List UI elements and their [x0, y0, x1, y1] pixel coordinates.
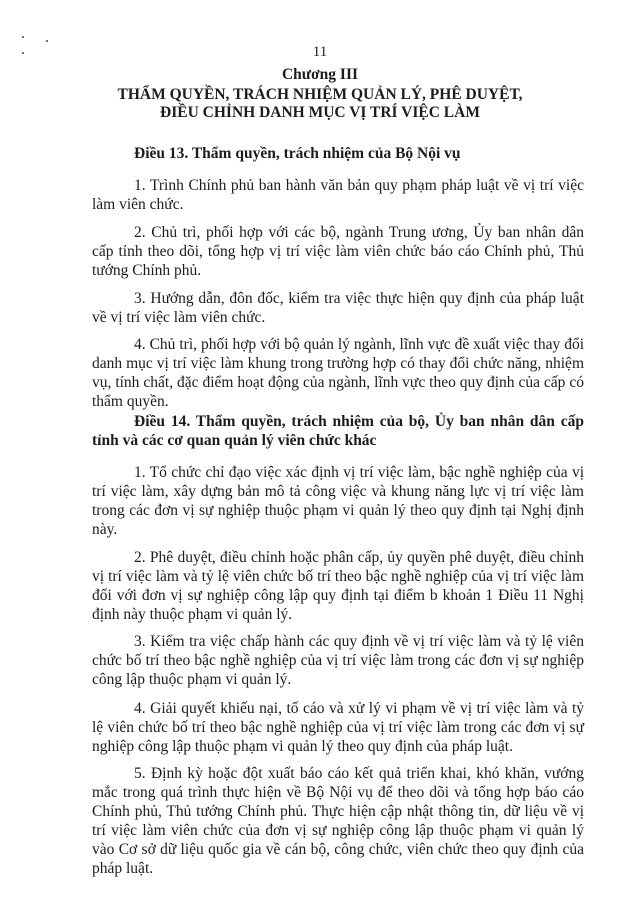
article-14-item-3: 3. Kiểm tra việc chấp hành các quy định về vị trí việc làm và tỷ lệ viên chức bố trí theo bậc nghề nghiệp của vị trí việc làm trong các đơn vị sự nghiệp công lập thuộc phạm vi quản lý. [92, 633, 584, 688]
chapter-title-line-2: ĐIỀU CHỈNH DANH MỤC VỊ TRÍ VIỆC LÀM [160, 104, 480, 121]
article-13-item-4: 4. Chủ trì, phối hợp với bộ quản lý ngành, lĩnh vực đề xuất việc thay đổi danh mục vị trí việc làm khung trong trường hợp có thay đổi chức năng, nhiệm vụ, tính chất, đặc điểm hoạt động của ngành, lĩnh vực theo quy định của cấp có thẩm quyền. [92, 336, 584, 410]
article-14-heading: Điều 14. Thẩm quyền, trách nhiệm của bộ, Ủy ban nhân dân cấp tỉnh và các cơ quan quản lý viên chức khác [92, 413, 584, 449]
article-13-item-3: 3. Hướng dẫn, đôn đốc, kiểm tra việc thực hiện quy định của pháp luật về vị trí việc làm viên chức. [92, 290, 584, 326]
page-number: 11 [312, 44, 328, 60]
article-13-heading: Điều 13. Thẩm quyền, trách nhiệm của Bộ Nội vụ [134, 145, 461, 162]
chapter-title-line-1: THẨM QUYỀN, TRÁCH NHIỆM QUẢN LÝ, PHÊ DUYỆT, [117, 86, 523, 103]
article-14-item-1: 1. Tổ chức chỉ đạo việc xác định vị trí việc làm, bậc nghề nghiệp của vị trí việc làm, xây dựng bản mô tả công việc và khung năng lực vị trí việc làm trong các đơn vị sự nghiệp thuộc phạm vi quản lý theo quy định tại Nghị định này. [92, 464, 584, 538]
article-14-item-4: 4. Giải quyết khiếu nại, tố cáo và xử lý vi phạm về vị trí việc làm và tỷ lệ viên chức bố trí theo bậc nghề nghiệp của vị trí việc làm trong các đơn vị sự nghiệp công lập thuộc phạm vi quản lý theo quy định của pháp luật. [92, 700, 584, 755]
article-13-item-1: 1. Trình Chính phủ ban hành văn bản quy phạm pháp luật về vị trí việc làm viên chức. [92, 177, 584, 213]
article-14-item-2: 2. Phê duyệt, điều chỉnh hoặc phân cấp, ủy quyền phê duyệt, điều chỉnh vị trí việc làm và tỷ lệ viên chức bố trí theo bậc nghề nghiệp của vị trí việc làm đối với đơn vị sự nghiệp công lập quy định tại điểm b khoản 1 Điều 11 Nghị định này thuộc phạm vi quản lý. [92, 549, 584, 623]
scan-speck [22, 36, 24, 38]
scan-speck [46, 40, 48, 42]
article-14-item-5: 5. Định kỳ hoặc đột xuất báo cáo kết quả triển khai, khó khăn, vướng mắc trong quá trình thực hiện về Bộ Nội vụ để theo dõi và tổng hợp báo cáo Chính phủ, Thủ tướng Chính phủ. Thực hiện cập nhật thông tin, dữ liệu về vị trí việc làm viên chức của đơn vị sự nghiệp công lập thuộc phạm vi quản lý vào Cơ sở dữ liệu quốc gia về cán bộ, công chức, viên chức theo quy định của pháp luật. [92, 765, 584, 877]
chapter-label: Chương III [281, 66, 359, 83]
article-13-item-2: 2. Chủ trì, phối hợp với các bộ, ngành Trung ương, Ủy ban nhân dân cấp tỉnh theo dõi, tổng hợp vị trí việc làm viên chức báo cáo Chính phủ, Thủ tướng Chính phủ. [92, 224, 584, 279]
